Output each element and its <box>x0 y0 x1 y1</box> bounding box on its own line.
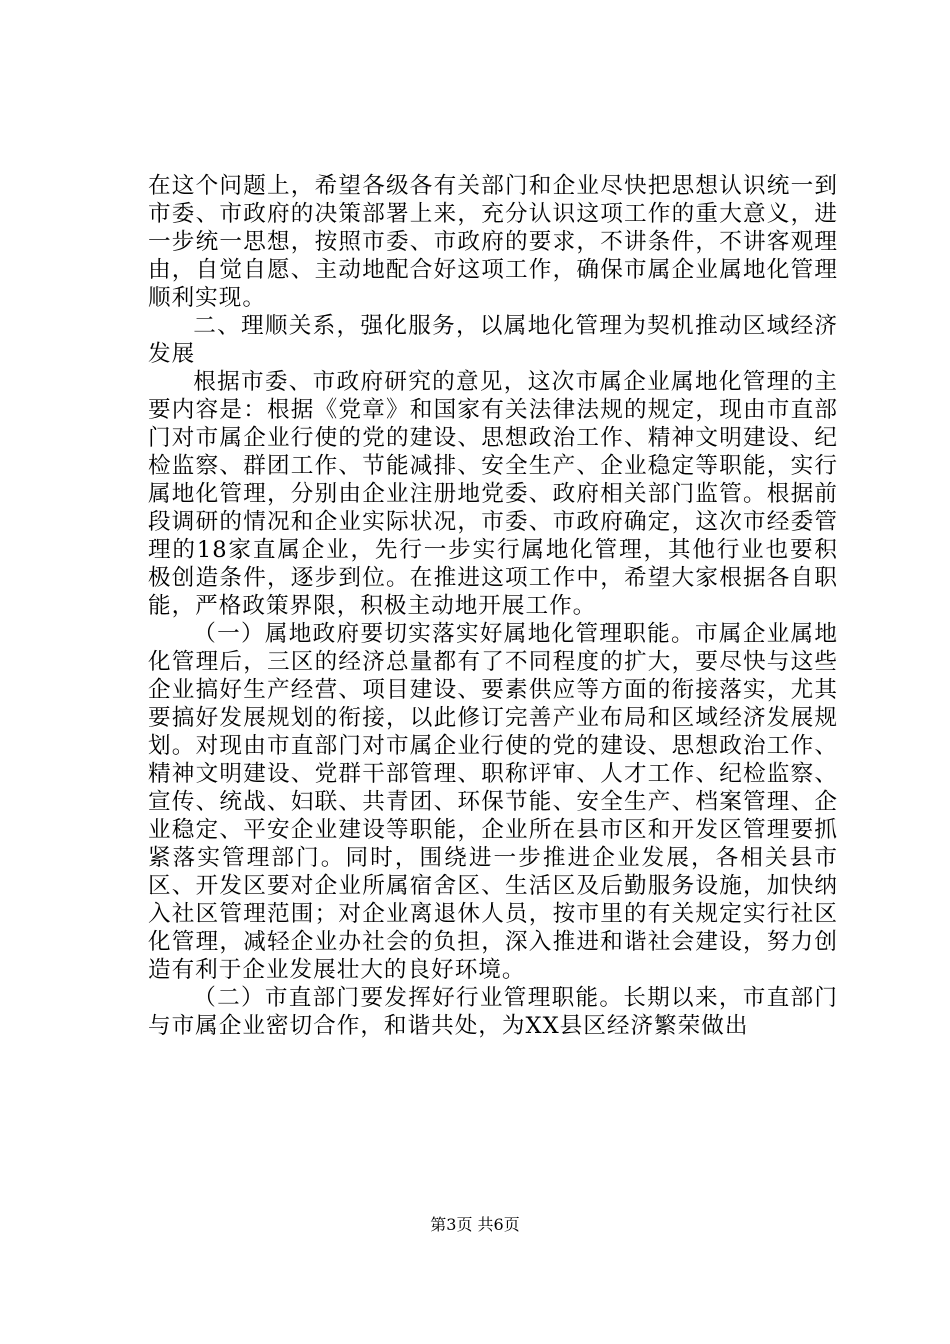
document-body <box>148 172 838 1040</box>
page-number-footer: 第3页 共6页 <box>430 1215 520 1234</box>
paragraph: （一）属地政府要切实落实好属地化管理职能。市属企业属地化管理后，三区的经济总量都有了不同程度的扩大，要尽快与这些企业搞好生产经营、项目建设、要素供应等方面的衔接落实，尤其要搞好发展规划的衔接，以此修订完善产业布局和区域经济发展规划。对现由市直部门对市属企业行使的党的建设、思想政治工作、精神文明建设、党群干部管理、职称评审、人才工作、纪检监察、宣传、统战、妇联、共青团、环保节能、安全生产、档案管理、企业稳定、平安企业建设等职能，企业所在县市区和开发区管理要抓紧落实管理部门。同时，围绕进一步推进企业发展，各相关县市区、开发区要对企业所属宿舍区、生活区及后勤服务设施，加快纳入社区管理范围；对企业离退休人员，按市里的有关规定实行社区化管理，减轻企业办社会的负担，深入推进和谐社会建设，努力创造有利于企业发展壮大的良好环境。 <box>148 621 838 983</box>
paragraph: （二）市直部门要发挥好行业管理职能。长期以来，市直部门与市属企业密切合作，和谐共处，为XX县区经济繁荣做出 <box>148 985 838 1039</box>
paragraph-continuation: 在这个问题上，希望各级各有关部门和企业尽快把思想认识统一到市委、市政府的决策部署上来，充分认识这项工作的重大意义，进一步统一思想，按照市委、市政府的要求，不讲条件，不讲客观理由，自觉自愿、主动地配合好这项工作，确保市属企业属地化管理顺利实现。 <box>148 173 838 311</box>
section-heading: 二、理顺关系，强化服务，以属地化管理为契机推动区域经济发展 <box>148 313 838 367</box>
paragraph: 根据市委、市政府研究的意见，这次市属企业属地化管理的主要内容是：根据《党章》和国家有关法律法规的规定，现由市直部门对市属企业行使的党的建设、思想政治工作、精神文明建设、纪检监察、群团工作、节能减排、安全生产、企业稳定等职能，实行属地化管理，分别由企业注册地党委、政府相关部门监管。根据前段调研的情况和企业实际状况，市委、市政府确定，这次市经委管理的18家直属企业，先行一步实行属地化管理，其他行业也要积极创造条件，逐步到位。在推进这项工作中，希望大家根据各自职能，严格政策界限，积极主动地开展工作。 <box>148 369 838 619</box>
